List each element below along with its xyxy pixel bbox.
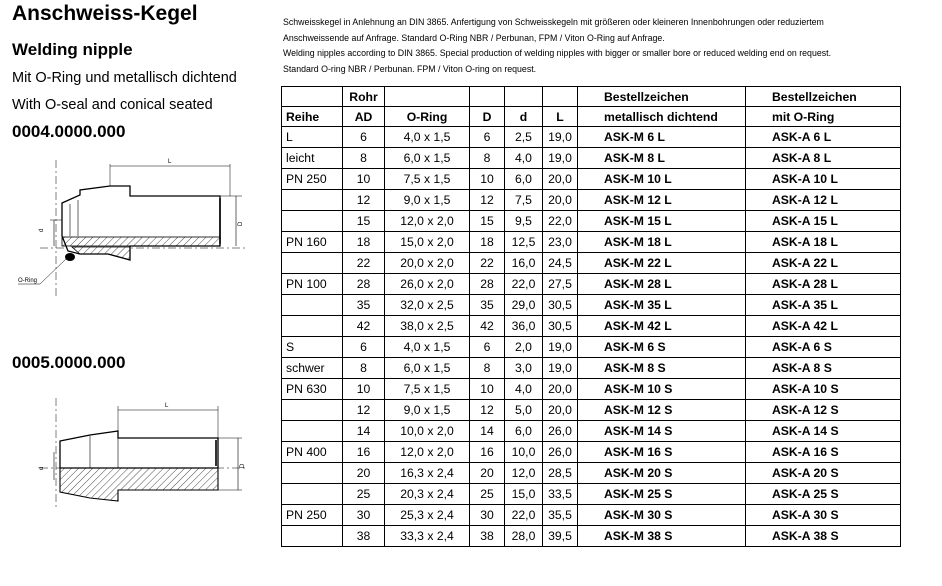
header-cell: mit O-Ring [746,107,901,127]
d-inner-cell: 7,5 [505,190,543,211]
order-code-o-ring-cell: ASK-A 18 L [746,232,901,253]
d-inner-cell: 2,0 [505,337,543,358]
d-outer-cell: 15 [470,211,505,232]
series-cell: schwer [282,358,343,379]
series-cell: PN 250 [282,505,343,526]
series-cell [282,295,343,316]
tube-od-cell: 30 [343,505,385,526]
header-cell [543,87,578,107]
header-cell: D [470,107,505,127]
d-inner-cell: 6,0 [505,421,543,442]
d-inner-cell: 12,0 [505,463,543,484]
tube-od-cell: 38 [343,526,385,547]
length-cell: 24,5 [543,253,578,274]
order-code-o-ring-cell: ASK-A 25 S [746,484,901,505]
description-german: Mit O-Ring und metallisch dichtend [12,70,237,86]
order-code-o-ring-cell: ASK-A 12 L [746,190,901,211]
table-row [282,232,901,253]
header-cell [385,87,470,107]
order-code-o-ring-cell: ASK-A 8 S [746,358,901,379]
order-code-o-ring-cell: ASK-A 14 S [746,421,901,442]
tube-od-cell: 10 [343,169,385,190]
d-inner-cell: 22,0 [505,274,543,295]
o-ring-cell: 32,0 x 2,5 [385,295,470,316]
order-code-metal-cell: ASK-M 8 L [578,148,746,169]
table-row [282,442,901,463]
table-row [282,148,901,169]
d-outer-cell: 28 [470,274,505,295]
length-cell: 35,5 [543,505,578,526]
o-ring-cell: 26,0 x 2,0 [385,274,470,295]
order-code-o-ring-cell: ASK-A 22 L [746,253,901,274]
length-cell: 20,0 [543,379,578,400]
table-row [282,358,901,379]
o-ring-cell: 12,0 x 2,0 [385,442,470,463]
header-cell: d [505,107,543,127]
table-row [282,379,901,400]
table-row [282,274,901,295]
length-cell: 19,0 [543,127,578,148]
description-english: With O-seal and conical seated [12,97,213,113]
o-ring-cell: 10,0 x 2,0 [385,421,470,442]
dimension-label-l: L [165,403,169,409]
series-cell: PN 100 [282,274,343,295]
d-outer-cell: 35 [470,295,505,316]
intro-line: Schweisskegel in Anlehnung an DIN 3865. Anfertigung von Schweisskegeln mit größeren oder kleineren Innenbohrungen oder reduziertem [283,17,824,27]
d-outer-cell: 10 [470,379,505,400]
order-code-metal-cell: ASK-M 38 S [578,526,746,547]
d-outer-cell: 12 [470,190,505,211]
d-inner-cell: 2,5 [505,127,543,148]
o-ring-cell: 4,0 x 1,5 [385,127,470,148]
o-ring-cell: 9,0 x 1,5 [385,190,470,211]
table-row [282,127,901,148]
d-outer-cell: 25 [470,484,505,505]
tube-od-cell: 14 [343,421,385,442]
d-inner-cell: 3,0 [505,358,543,379]
table-row [282,463,901,484]
order-code-o-ring-cell: ASK-A 6 L [746,127,901,148]
table-row [282,253,901,274]
order-code-o-ring-cell: ASK-A 42 L [746,316,901,337]
article-code-o-ring: 0004.0000.000 [12,122,126,141]
table-row [282,505,901,526]
o-ring-nipple-drawing [10,150,270,300]
order-code-o-ring-cell: ASK-A 30 S [746,505,901,526]
order-code-metal-cell: ASK-M 8 S [578,358,746,379]
order-code-metal-cell: ASK-M 28 L [578,274,746,295]
nipple-upper-outline [60,431,218,468]
length-cell: 30,5 [543,295,578,316]
conical-nipple-drawing [10,388,270,513]
tube-od-cell: 6 [343,127,385,148]
d-outer-cell: 6 [470,337,505,358]
order-code-o-ring-cell: ASK-A 35 L [746,295,901,316]
series-cell: L [282,127,343,148]
header-cell: metallisch dichtend [578,107,746,127]
series-cell: PN 400 [282,442,343,463]
d-inner-cell: 6,0 [505,169,543,190]
d-inner-cell: 36,0 [505,316,543,337]
header-cell: Reihe [282,107,343,127]
header-cell: AD [343,107,385,127]
d-outer-cell: 38 [470,526,505,547]
o-ring-cell: 6,0 x 1,5 [385,148,470,169]
d-outer-cell: 6 [470,127,505,148]
d-outer-cell: 20 [470,463,505,484]
o-ring-cell: 20,0 x 2,0 [385,253,470,274]
o-ring-cell: 16,3 x 2,4 [385,463,470,484]
order-code-o-ring-cell: ASK-A 38 S [746,526,901,547]
table-row [282,484,901,505]
series-cell [282,463,343,484]
length-cell: 33,5 [543,484,578,505]
length-cell: 22,0 [543,211,578,232]
d-inner-cell: 5,0 [505,400,543,421]
order-code-o-ring-cell: ASK-A 8 L [746,148,901,169]
header-cell [282,87,343,107]
order-code-metal-cell: ASK-M 10 S [578,379,746,400]
intro-line: Anschweissende auf Anfrage. Standard O-Ring NBR / Perbunan, FPM / Viton O-Ring auf Anfrage. [283,32,665,43]
o-ring-cell: 7,5 x 1,5 [385,169,470,190]
series-cell: leicht [282,148,343,169]
order-code-o-ring-cell: ASK-A 6 S [746,337,901,358]
o-ring-cell: 25,3 x 2,4 [385,505,470,526]
d-inner-cell: 28,0 [505,526,543,547]
d-outer-cell: 22 [470,253,505,274]
table-row [282,190,901,211]
length-cell: 20,0 [543,400,578,421]
tube-od-cell: 8 [343,358,385,379]
order-code-o-ring-cell: ASK-A 20 S [746,463,901,484]
d-inner-cell: 15,0 [505,484,543,505]
o-ring-cell: 15,0 x 2,0 [385,232,470,253]
d-outer-cell: 14 [470,421,505,442]
order-code-metal-cell: ASK-M 12 S [578,400,746,421]
o-ring-cell: 9,0 x 1,5 [385,400,470,421]
tube-od-cell: 22 [343,253,385,274]
article-code-conical: 0005.0000.000 [12,353,126,372]
order-code-metal-cell: ASK-M 30 S [578,505,746,526]
d-inner-cell: 16,0 [505,253,543,274]
dimension-label-l: L [168,159,172,165]
tube-od-cell: 20 [343,463,385,484]
d-inner-cell: 10,0 [505,442,543,463]
o-ring-cell: 12,0 x 2,0 [385,211,470,232]
order-code-o-ring-cell: ASK-A 16 S [746,442,901,463]
d-inner-cell: 12,5 [505,232,543,253]
hatched-section [62,237,220,246]
intro-line: Welding nipples according to DIN 3865. Special production of welding nipples with bigger or smaller bore or reduced welding end on request. [283,48,832,58]
series-cell [282,190,343,211]
d-inner-cell: 4,0 [505,379,543,400]
intro-text [283,15,933,77]
dimension-label-d: d [39,466,45,470]
order-code-metal-cell: ASK-M 22 L [578,253,746,274]
order-code-o-ring-cell: ASK-A 10 S [746,379,901,400]
table-header-row [282,87,901,107]
series-cell [282,484,343,505]
order-code-metal-cell: ASK-M 15 L [578,211,746,232]
order-code-o-ring-cell: ASK-A 10 L [746,169,901,190]
tube-od-cell: 6 [343,337,385,358]
series-cell [282,316,343,337]
order-code-metal-cell: ASK-M 14 S [578,421,746,442]
length-cell: 30,5 [543,316,578,337]
tube-od-cell: 12 [343,190,385,211]
tube-od-cell: 8 [343,148,385,169]
order-code-metal-cell: ASK-M 25 S [578,484,746,505]
table-row [282,169,901,190]
tube-od-cell: 16 [343,442,385,463]
length-cell: 19,0 [543,337,578,358]
tube-od-cell: 25 [343,484,385,505]
d-outer-cell: 42 [470,316,505,337]
hatched-section [60,468,218,501]
order-code-o-ring-cell: ASK-A 28 L [746,274,901,295]
dimension-label-d: d [39,228,45,232]
table-header-row [282,107,901,127]
series-cell: PN 160 [282,232,343,253]
o-ring-cell: 4,0 x 1,5 [385,337,470,358]
series-cell [282,526,343,547]
order-code-o-ring-cell: ASK-A 15 L [746,211,901,232]
length-cell: 20,0 [543,169,578,190]
d-outer-cell: 10 [470,169,505,190]
header-cell [470,87,505,107]
length-cell: 19,0 [543,148,578,169]
series-cell: PN 250 [282,169,343,190]
series-cell [282,211,343,232]
table-row [282,316,901,337]
order-code-metal-cell: ASK-M 18 L [578,232,746,253]
length-cell: 23,0 [543,232,578,253]
series-cell [282,421,343,442]
d-outer-cell: 8 [470,148,505,169]
order-code-metal-cell: ASK-M 6 L [578,127,746,148]
tube-od-cell: 18 [343,232,385,253]
order-code-metal-cell: ASK-M 10 L [578,169,746,190]
header-cell: Rohr [343,87,385,107]
o-ring-label: O-Ring [18,278,38,284]
series-cell [282,400,343,421]
tube-od-cell: 35 [343,295,385,316]
d-inner-cell: 4,0 [505,148,543,169]
o-ring-cell: 7,5 x 1,5 [385,379,470,400]
table-row [282,421,901,442]
header-cell [505,87,543,107]
table-row [282,400,901,421]
order-code-o-ring-cell: ASK-A 12 S [746,400,901,421]
o-ring-cell: 38,0 x 2,5 [385,316,470,337]
tube-od-cell: 15 [343,211,385,232]
table-row [282,337,901,358]
tube-od-cell: 28 [343,274,385,295]
order-code-metal-cell: ASK-M 35 L [578,295,746,316]
table-row [282,526,901,547]
tube-od-cell: 42 [343,316,385,337]
length-cell: 26,0 [543,442,578,463]
d-inner-cell: 29,0 [505,295,543,316]
tube-od-cell: 12 [343,400,385,421]
o-ring-symbol [65,253,75,261]
length-cell: 26,0 [543,421,578,442]
header-cell: Bestellzeichen [578,87,746,107]
order-code-metal-cell: ASK-M 6 S [578,337,746,358]
table-row [282,295,901,316]
dimension-label-big-d: D [238,221,244,226]
order-code-metal-cell: ASK-M 20 S [578,463,746,484]
page-title: Anschweiss-Kegel [12,2,198,25]
page-subtitle: Welding nipple [12,40,133,59]
d-inner-cell: 22,0 [505,505,543,526]
length-cell: 28,5 [543,463,578,484]
length-cell: 27,5 [543,274,578,295]
d-inner-cell: 9,5 [505,211,543,232]
series-cell: PN 630 [282,379,343,400]
series-cell: S [282,337,343,358]
o-ring-cell: 6,0 x 1,5 [385,358,470,379]
d-outer-cell: 30 [470,505,505,526]
length-cell: 20,0 [543,190,578,211]
d-outer-cell: 8 [470,358,505,379]
dimension-label-big-d: D [240,463,246,468]
table-row [282,211,901,232]
header-cell: Bestellzeichen [746,87,901,107]
length-cell: 39,5 [543,526,578,547]
intro-line: Standard O-ring NBR / Perbunan. FPM / Viton O-ring on request. [283,63,537,74]
order-code-metal-cell: ASK-M 16 S [578,442,746,463]
specification-table [281,86,901,547]
o-ring-cell: 33,3 x 2,4 [385,526,470,547]
d-outer-cell: 12 [470,400,505,421]
d-outer-cell: 16 [470,442,505,463]
series-cell [282,253,343,274]
tube-od-cell: 10 [343,379,385,400]
o-ring-cell: 20,3 x 2,4 [385,484,470,505]
header-cell: O-Ring [385,107,470,127]
header-cell: L [543,107,578,127]
order-code-metal-cell: ASK-M 12 L [578,190,746,211]
order-code-metal-cell: ASK-M 42 L [578,316,746,337]
d-outer-cell: 18 [470,232,505,253]
length-cell: 19,0 [543,358,578,379]
